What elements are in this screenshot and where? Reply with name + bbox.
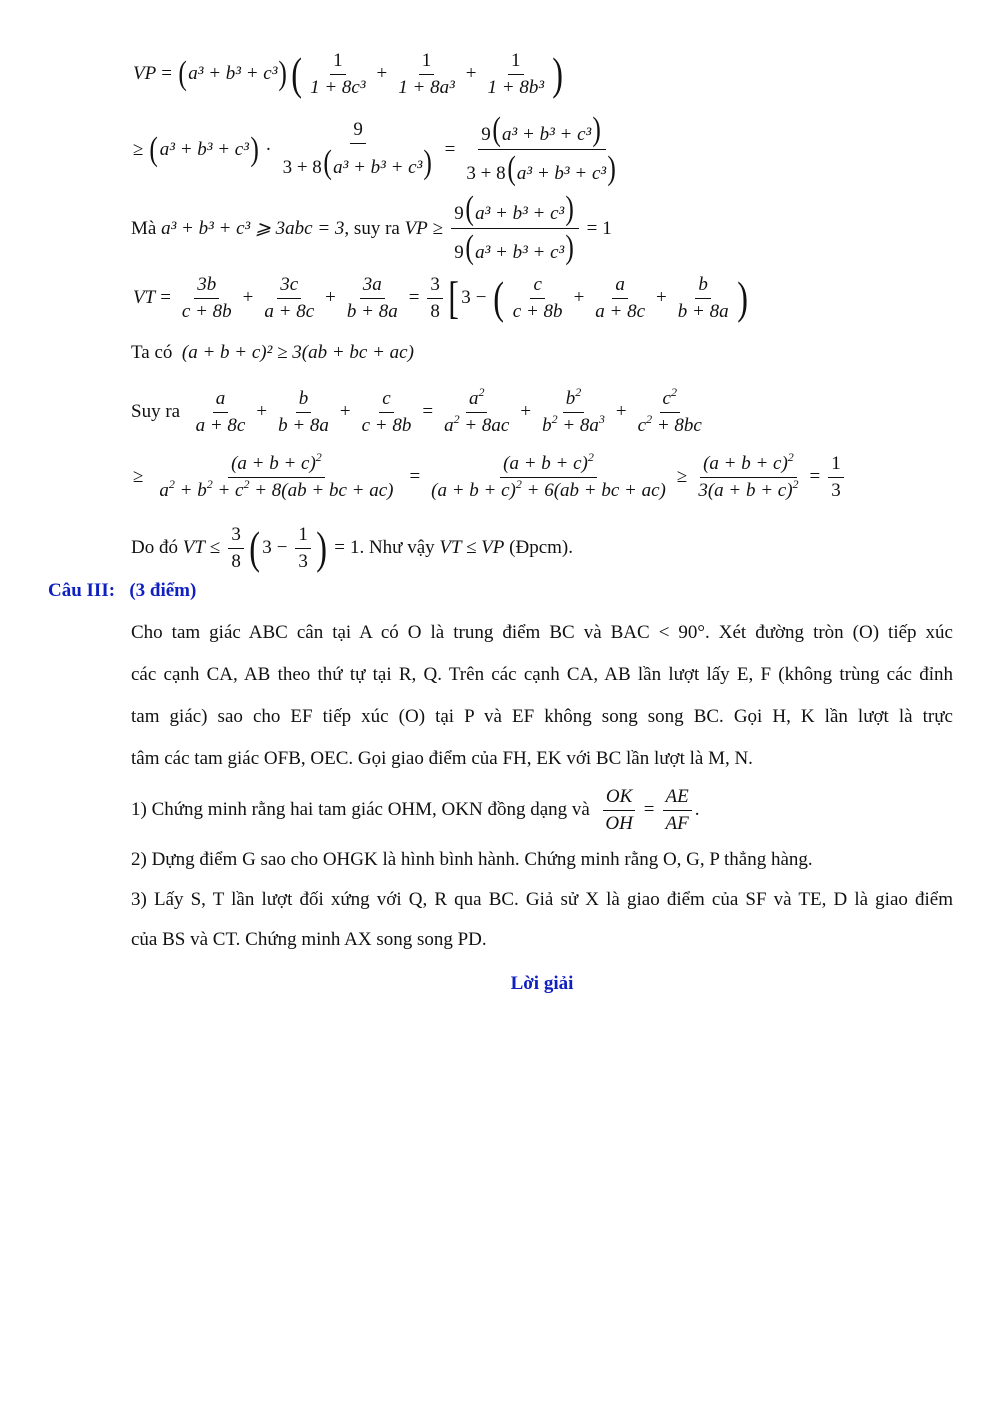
problem-line-1: Cho tam giác ABC cân tại A có O là trung điểm BC và BAC < 90°. Xét đường tròn (O) tiếp xúc: [131, 622, 953, 643]
problem-line-4: tâm các tam giác OFB, OEC. Gọi giao điểm của FH, EK với BC lần lượt là M, N.: [131, 748, 753, 769]
problem-line-3: tam giác) sao cho EF tiếp xúc (O) tại P và EF không song song BC. Gọi H, K lần lượt là trực: [131, 706, 953, 727]
inequality-line-2: ≥ ( a³ + b³ + c³ ) · $\frac{9}{\text{3 + 8(a³ + b³ + c³)}}$ = $\frac{\text{9(a³ + b³ + c³)}}{\text{3 + 8(a³ + b³ + c³)}}$: [133, 113, 623, 186]
fraction: $\frac{1}{\text{1 + 8a³}}$: [398, 50, 455, 98]
problem-line-2: các cạnh CA, AB theo thứ tự tại R, Q. Trên các cạnh CA, AB lần lượt lấy E, F (không trùng các đỉnh: [131, 664, 953, 685]
fraction: $\frac{\text{9(a³ + b³ + c³)}}{\text{9(a³ + b³ + c³)}}$: [451, 192, 578, 265]
inequality-line-7: ≥ $\frac{(a + b + c)^2}{a^2 + b^2 + c^2 + 8(ab + bc + ac)}$ = $\frac{(a + b + c)^2}{(a + b + c)^2 + 6(ab + bc + ac)}$ ≥ $\frac{(a + b + c)^2}{3(a + b + c)^2}$ = $\frac{1}{3}$: [133, 453, 847, 502]
fraction: $\frac{1}{\text{1 + 8b³}}$: [487, 50, 545, 98]
fraction: $\frac{1}{\text{1 + 8c³}}$: [310, 50, 366, 98]
vt-label: VT: [133, 287, 156, 309]
question-2: 2) Dựng điểm G sao cho OHGK là hình bình hành. Chứng minh rằng O, G, P thẳng hàng.: [131, 849, 813, 870]
question-1: 1) Chứng minh rằng hai tam giác OHM, OKN đồng dạng và $\frac{OK}{OH}$ = $\frac{AE}{AF}$ .: [131, 786, 700, 834]
fraction: $\frac{9}{\text{3 + 8(a³ + b³ + c³)}}$: [282, 119, 433, 181]
suy-ra-line: Suy ra $\frac{a}{a + 8c}$ + $\frac{b}{b + 8a}$ + $\frac{c}{c + 8b}$ = $\frac{a^2}{a^2 + 8ac}$ + $\frac{b^2}{b^2 + 8a^3}$ + $\frac{c^2}{c^2 + 8bc}$: [131, 385, 702, 436]
question-3-line-2: của BS và CT. Chứng minh AX song song PD.: [131, 929, 487, 950]
fraction: $\frac{\text{9(a³ + b³ + c³)}}{\text{3 + 8(a³ + b³ + c³)}}$: [466, 111, 616, 187]
ma-line: Mà a³ + b³ + c³ ⩾ 3abc = 3 , suy ra VP ≥ $\frac{\text{9(a³ + b³ + c³)}}{\text{9(a³ + b³ + c³)}}$ = 1: [131, 190, 612, 266]
vp-label: VP: [133, 63, 157, 85]
question-3-line-1: 3) Lấy S, T lần lượt đối xứng với Q, R qua BC. Giả sử X là giao điểm của SF và TE, D là giao điểm: [131, 889, 953, 910]
vt-equation: VT = $\frac{3b}{c + 8b}$ + $\frac{3c}{a + 8c}$ + $\frac{3a}{b + 8a}$ = $\frac{3}{8}$ [ 3 − ( $\frac{c}{c + 8b}$ + $\frac{a}{a + 8c}$ + $\frac{b}{b + 8a}$ ): [133, 272, 748, 324]
vp-equation: VP = ( a³ + b³ + c³ ) ( $\frac{1}{\text{1 + 8c³}}$ + $\frac{1}{\text{1 + 8a³}}$ + $\frac{1}{\text{1 + 8b³}}$ ): [133, 48, 564, 100]
ta-co-line: Ta có (a + b + c)² ≥ 3(ab + bc + ac): [131, 342, 414, 363]
solution-title: Lời giải: [510, 973, 574, 994]
sum-cubes: a³ + b³ + c³: [188, 63, 278, 85]
do-do-line: Do đó VT ≤ $\frac{3}{8}$ ( 3 − $\frac{1}{3}$ ) = 1 . Như vậy VT ≤ VP (Đpcm).: [131, 522, 573, 574]
section-heading: Câu III: (3 điểm): [48, 580, 197, 601]
